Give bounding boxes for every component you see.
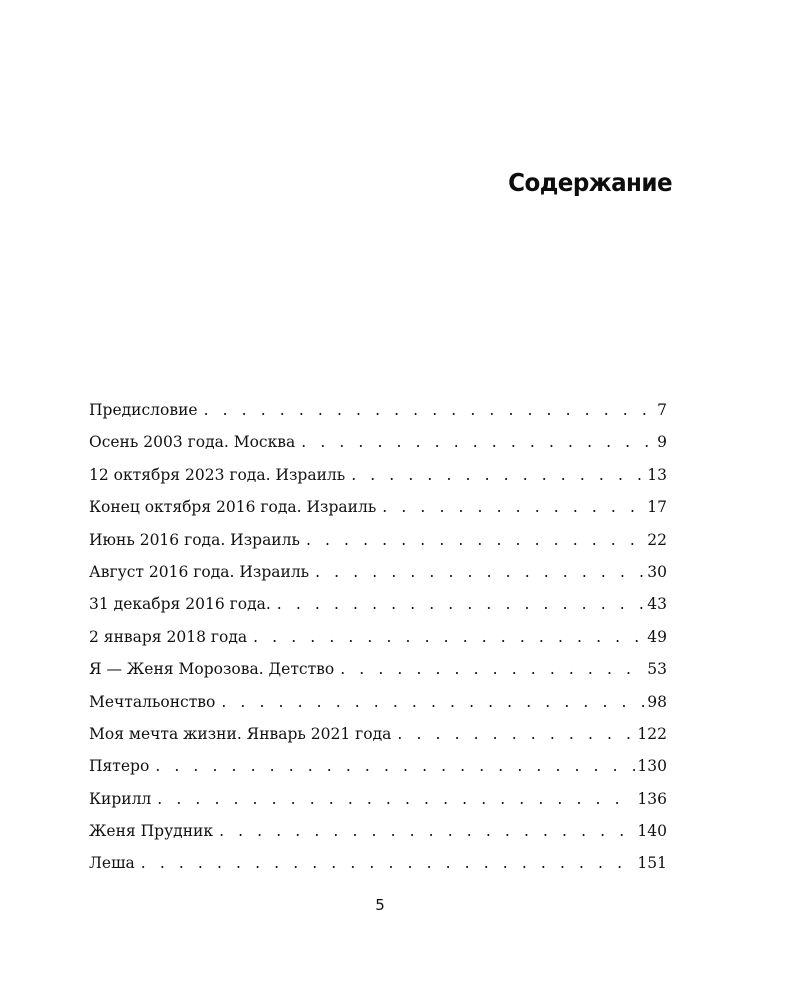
toc-entry-title: 31 декабря 2016 года.	[89, 595, 271, 614]
table-of-contents	[89, 398, 667, 884]
toc-entry[interactable]	[89, 625, 667, 657]
toc-entry-title: Пятеро	[89, 757, 150, 776]
dot-leader	[351, 463, 645, 487]
dot-leader	[204, 398, 656, 422]
toc-entry-page-number: 43	[647, 595, 667, 614]
toc-entry-title: Женя Прудник	[89, 822, 214, 841]
toc-entry[interactable]	[89, 463, 667, 495]
toc-entry-title: Июнь 2016 года. Израиль	[89, 530, 300, 549]
page-number: 5	[375, 896, 385, 914]
toc-entry-title: Я — Женя Морозова. Детство	[89, 660, 335, 679]
toc-entry[interactable]	[89, 430, 667, 462]
dot-leader	[315, 560, 645, 584]
page-title: Содержание	[508, 168, 672, 197]
toc-entry-page-number: 7	[657, 401, 667, 419]
toc-entry-page-number: 53	[647, 660, 667, 679]
toc-entry[interactable]	[89, 592, 667, 624]
toc-entry-page-number: 140	[637, 822, 667, 841]
toc-entry[interactable]	[89, 560, 667, 592]
toc-entry-page-number: 9	[657, 433, 667, 452]
toc-entry-title: 12 октября 2023 года. Израиль	[89, 465, 346, 484]
toc-entry-title: Моя мечта жизни. Январь 2021 года	[89, 724, 392, 743]
toc-entry-page-number: 151	[637, 854, 667, 873]
toc-entry-page-number: 22	[647, 530, 667, 549]
toc-entry-page-number: 13	[647, 465, 667, 484]
dot-leader	[306, 528, 645, 552]
toc-entry-page-number: 136	[637, 789, 667, 808]
toc-entry[interactable]	[89, 787, 667, 819]
toc-entry-page-number: 130	[637, 757, 667, 776]
toc-entry-title: Леша	[89, 854, 135, 873]
toc-entry-title: Кирилл	[89, 789, 152, 808]
dot-leader	[219, 819, 635, 843]
toc-entry-page-number: 98	[647, 692, 667, 711]
toc-entry-title: Август 2016 года. Израиль	[89, 562, 310, 581]
toc-entry[interactable]	[89, 851, 667, 883]
toc-entry-title: Предисловие	[89, 401, 198, 419]
toc-entry-page-number: 122	[637, 724, 667, 743]
dot-leader	[157, 787, 635, 811]
toc-entry[interactable]	[89, 495, 667, 527]
dot-leader	[155, 754, 635, 778]
toc-entry-title: Осень 2003 года. Москва	[89, 433, 296, 452]
dot-leader	[340, 657, 645, 681]
toc-entry[interactable]	[89, 819, 667, 851]
dot-leader	[253, 625, 645, 649]
toc-entry[interactable]	[89, 398, 667, 430]
toc-entry[interactable]	[89, 722, 667, 754]
toc-entry[interactable]	[89, 690, 667, 722]
toc-entry-page-number: 17	[647, 498, 667, 517]
dot-leader	[141, 851, 636, 875]
dot-leader	[221, 690, 645, 714]
dot-leader	[277, 592, 645, 616]
dot-leader	[382, 495, 645, 519]
toc-entry-page-number: 49	[647, 627, 667, 646]
toc-entry[interactable]	[89, 754, 667, 786]
toc-entry-title: Мечтальонство	[89, 692, 216, 711]
toc-entry[interactable]	[89, 528, 667, 560]
toc-entry-page-number: 30	[647, 562, 667, 581]
toc-entry-title: Конец октября 2016 года. Израиль	[89, 498, 377, 517]
toc-entry-title: 2 января 2018 года	[89, 627, 248, 646]
dot-leader	[301, 430, 655, 454]
toc-entry[interactable]	[89, 657, 667, 689]
dot-leader	[397, 722, 635, 746]
